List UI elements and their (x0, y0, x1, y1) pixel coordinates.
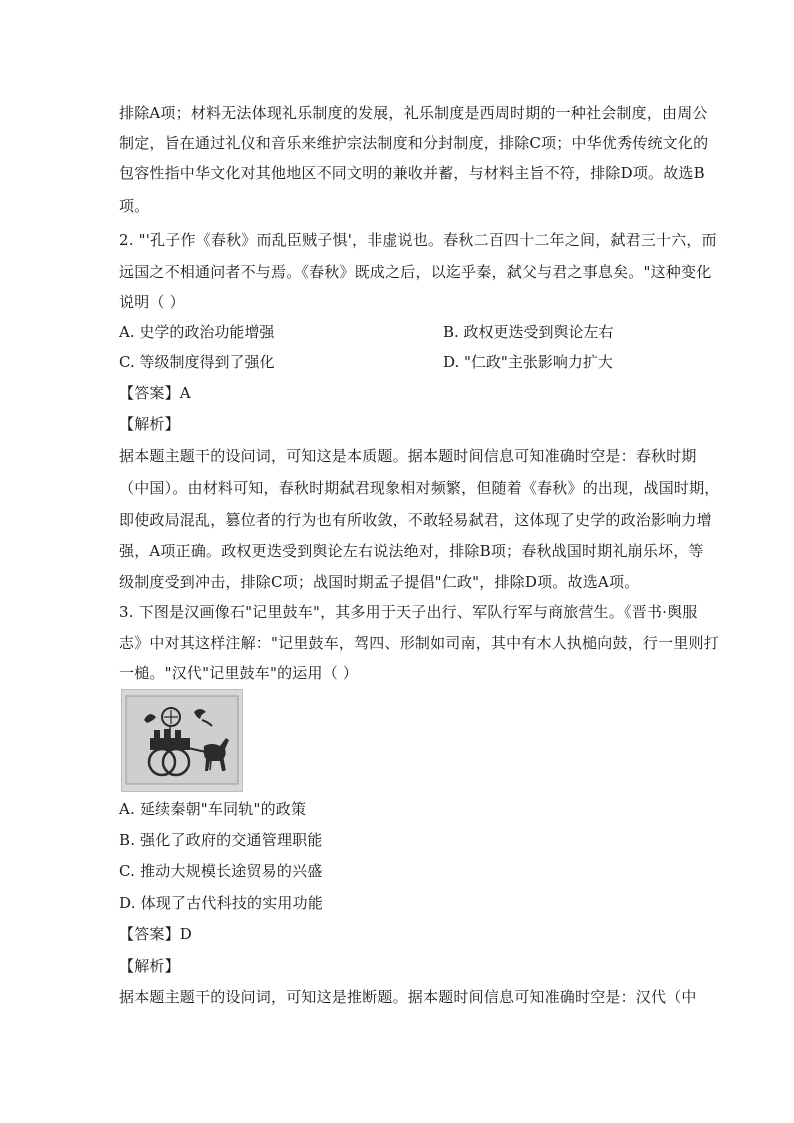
question-2-stem-line: 说明（ ） (119, 293, 185, 311)
text-line: 制定，旨在通过礼仪和音乐来维护宗法制度和分封制度，排除C项；中华优秀传统文化的 (119, 134, 709, 152)
question-3-stem-line: 3. 下图是汉画像石"记里鼓车"，其多用于天子出行、军队行军与商旅营生。《晋书·舆服 (119, 603, 698, 621)
text-line: 排除A项；材料无法体现礼乐制度的发展，礼乐制度是西周时期的一种社会制度，由周公 (119, 104, 708, 122)
option-d: D. "仁政"主张影响力扩大 (443, 353, 613, 371)
option-a: A. 史学的政治功能增强 (119, 323, 275, 341)
analysis-line: 据本题主题干的设问词，可知这是本质题。据本题时间信息可知准确时空是：春秋时期 (119, 447, 697, 465)
han-relief-drum-carriage-image (121, 689, 243, 792)
question-3-stem-line: 一槌。"汉代"记里鼓车"的运用（ ） (119, 664, 359, 682)
option-b: B. 政权更迭受到舆论左右 (443, 323, 614, 341)
analysis-line: 据本题主题干的设问词，可知这是推断题。据本题时间信息可知准确时空是：汉代（中 (119, 988, 697, 1006)
option-a: A. 延续秦朝"车同轨"的政策 (119, 800, 307, 818)
option-d: D. 体现了古代科技的实用功能 (119, 894, 324, 912)
text-line: 包容性指中华文化对其他地区不同文明的兼收并蓄，与材料主旨不符，排除D项。故选B (119, 164, 705, 182)
answer-label: 【答案】D (119, 925, 193, 943)
question-2-stem-line: 2. "'孔子作《春秋》而乱臣贼子惧'，非虚说也。春秋二百四十二年之间，弑君三十六，而 (119, 231, 717, 249)
question-2-stem-line: 远国之不相通问者不与焉。《春秋》既成之后，以迄乎秦，弑父与君之事息矣。"这种变化 (119, 263, 712, 281)
text-line: 项。 (119, 197, 150, 215)
relief-illustration (122, 690, 242, 791)
question-3-stem-line: 志》中对其这样注解："记里鼓车，驾四、形制如司南，其中有木人执槌向鼓，行一里则打 (119, 634, 719, 652)
analysis-line: 强，A项正确。政权更迭受到舆论左右说法绝对，排除B项；春秋战国时期礼崩乐坏，等 (119, 542, 704, 560)
answer-label: 【答案】A (119, 384, 191, 402)
analysis-label: 【解析】 (119, 415, 180, 433)
analysis-label: 【解析】 (119, 957, 180, 975)
option-b: B. 强化了政府的交通管理职能 (119, 831, 323, 849)
analysis-line: 即使政局混乱，篡位者的行为也有所收敛，不敢轻易弑君，这体现了史学的政治影响力增 (119, 511, 712, 529)
option-c: C. 等级制度得到了强化 (119, 353, 275, 371)
analysis-line: 级制度受到冲击，排除C项；战国时期孟子提倡"仁政"，排除D项。故选A项。 (119, 573, 640, 591)
option-c: C. 推动大规模长途贸易的兴盛 (119, 862, 323, 880)
analysis-line: （中国）。由材料可知，春秋时期弑君现象相对频繁，但随着《春秋》的出现，战国时期， (119, 479, 720, 497)
